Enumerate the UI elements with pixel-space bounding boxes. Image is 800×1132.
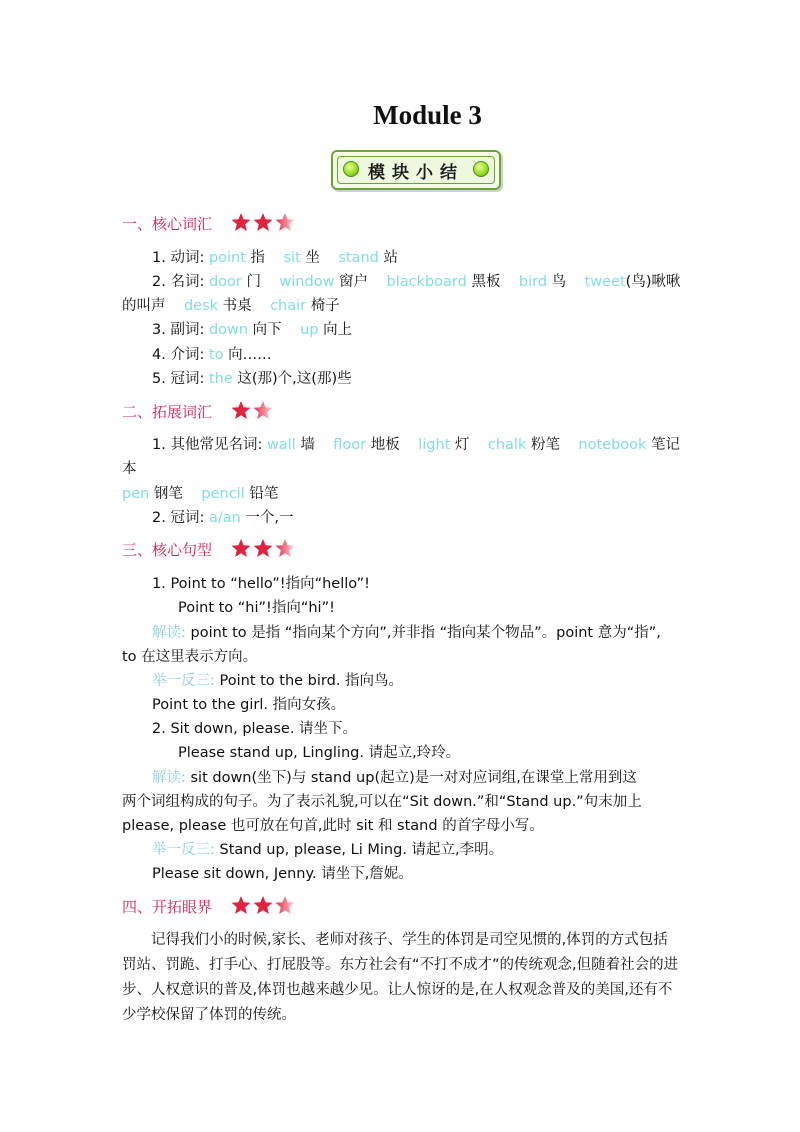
note-2-cont-1: 两个词组构成的句子。为了表示礼貌,可以在“Sit down.”和“Stand up.”句末加上 <box>122 794 642 810</box>
section-heading-text: 一、核心词汇 <box>122 215 213 233</box>
rating-stars-icon <box>231 212 299 232</box>
page-title: Module 3 <box>373 100 482 130</box>
section-heading-text: 二、拓展词汇 <box>122 403 213 421</box>
vocab-line-articles: 5. 冠词: the 这(那)个,这(那)些 <box>152 371 352 387</box>
note-1: 解读: point to 是指 “指向某个方向”,并非指 “指向某个物品”。point 意为“指”, <box>152 625 661 641</box>
rating-stars-icon <box>231 538 299 558</box>
example-2: 举一反三: Stand up, please, Li Ming. 请起立,李明。 <box>152 842 504 858</box>
example-1: 举一反三: Point to the bird. 指向鸟。 <box>152 673 404 689</box>
sentence-2: Point to “hi”!指向“hi”! <box>178 600 335 616</box>
section-heading-core-sentences <box>122 538 299 560</box>
horizons-paragraph: 记得我们小的时候,家长、老师对孩子、学生的体罚是司空见惯的,体罚的方式包括罚站、罚跪、打手心、打屁股等。东方社会有“不打不成才”的传统观念,但随着社会的进步、人权意识的普及,体罚也越来越少见。让人惊讶的是,在人权观念普及的美国,还有不少学校保留了体罚的传统。 <box>122 932 679 1023</box>
example-2-cont: Please sit down, Jenny. 请坐下,詹妮。 <box>152 866 413 882</box>
sentence-1: 1. Point to “hello”!指向“hello”! <box>152 576 370 592</box>
rating-stars-icon <box>231 400 277 420</box>
note-2: 解读: sit down(坐下)与 stand up(起立)是一对对应词组,在课堂上常用到这 <box>152 770 637 786</box>
vocab-line-prepositions: 4. 介词: to 向…… <box>152 347 272 363</box>
vocab-line-verbs: 1. 动词: point 指 sit 坐 stand 站 <box>152 250 398 266</box>
section-heading-text: 四、开拓眼界 <box>122 898 213 916</box>
ext-vocab-line-cont: 本 <box>122 461 137 477</box>
section-heading-core-vocab <box>122 212 299 234</box>
section-banner <box>331 150 501 190</box>
bullet-dot-icon <box>473 161 489 177</box>
note-2-cont-2: please, please 也可放在句首,此时 sit 和 stand 的首字母小写。 <box>122 818 544 834</box>
sentence-3: 2. Sit down, please. 请坐下。 <box>152 721 358 737</box>
section-heading-broaden-horizons <box>122 895 299 917</box>
ext-vocab-line-nouns: 1. 其他常见名词: wall 墙 floor 地板 light 灯 chalk 粉笔 notebook 笔记 <box>152 437 681 453</box>
section-heading-text: 三、核心句型 <box>122 541 213 559</box>
example-1-cont: Point to the girl. 指向女孩。 <box>152 697 346 713</box>
banner-title: 模块小结 <box>368 163 464 183</box>
rating-stars-icon <box>231 895 299 915</box>
section-heading-extended-vocab <box>122 400 277 422</box>
vocab-line-nouns: 2. 名词: door 门 window 窗户 blackboard 黑板 bird 鸟 tweet(鸟)啾啾 <box>152 274 681 290</box>
sentence-4: Please stand up, Lingling. 请起立,玲玲。 <box>178 745 461 761</box>
vocab-line-adverbs: 3. 副词: down 向下 up 向上 <box>152 322 353 338</box>
vocab-line-nouns-cont: 的叫声 desk 书桌 chair 椅子 <box>122 298 340 314</box>
ext-vocab-line-articles: 2. 冠词: a/an 一个,一 <box>152 510 294 526</box>
ext-vocab-line-pens: pen 钢笔 pencil 铅笔 <box>122 486 279 502</box>
note-1-cont: to 在这里表示方向。 <box>122 649 258 665</box>
